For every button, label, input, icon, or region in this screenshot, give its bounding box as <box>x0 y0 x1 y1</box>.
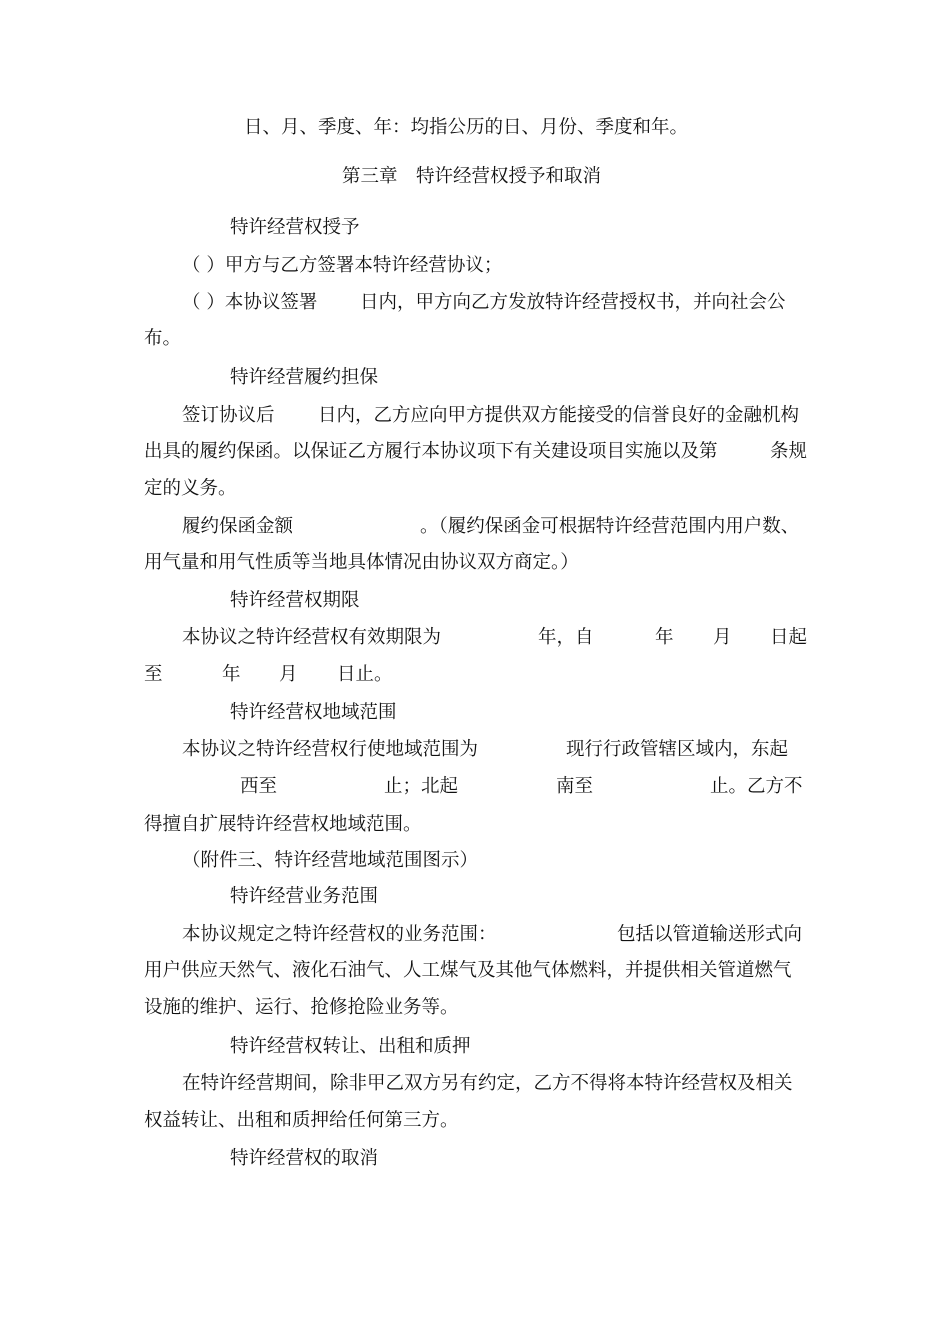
transfer-part-a: 在特许经营期间，除非甲乙双方另有约定，乙方不得将本特许经营权及相关 <box>182 1073 793 1094</box>
area-part-f: 止。乙方不 <box>710 776 803 797</box>
business-part-d: 设施的维护、运行、抢修抢险业务等。 <box>144 997 459 1018</box>
business-part-a: 本协议规定之特许经营权的业务范围： <box>182 924 497 945</box>
guarantee-p2-part-c: 用气量和用气性质等当地具体情况由协议双方商定。） <box>144 552 579 573</box>
area-part-d: 止；北起 <box>384 776 459 797</box>
business-part-c: 用户供应天然气、液化石油气、人工煤气及其他气体燃料，并提供相关管道燃气 <box>144 960 792 981</box>
guarantee-p1-part-c: 出具的履约保函。以保证乙方履行本协议项下有关建设项目实施以及第 <box>144 441 718 462</box>
guarantee-p1-part-a: 签订协议后 <box>182 405 275 426</box>
area-part-a: 本协议之特许经营权行使地域范围为 <box>182 739 479 760</box>
guarantee-p2-part-b: 。（履约保函金可根据特许经营范围内用户数、 <box>420 516 800 537</box>
grant-item-1: （ ）甲方与乙方签署本特许经营协议； <box>182 255 503 276</box>
term-part-i: 日止。 <box>337 664 393 685</box>
area-part-e: 南至 <box>556 776 594 797</box>
section-heading-area: 特许经营权地域范围 <box>230 702 397 723</box>
grant-item-2-part-b: 日内，甲方向乙方发放特许经营授权书，并向社会公 <box>360 292 786 313</box>
term-part-d: 月 <box>713 627 732 648</box>
section-heading-business: 特许经营业务范围 <box>230 886 379 907</box>
section-heading-grant: 特许经营权授予 <box>230 217 360 238</box>
business-part-b: 包括以管道输送形式向 <box>617 924 803 945</box>
term-part-f: 至 <box>144 664 163 685</box>
area-part-b: 现行行政管辖区域内，东起 <box>566 739 789 760</box>
guarantee-p1-part-e: 定的义务。 <box>144 478 237 499</box>
term-part-a: 本协议之特许经营权有效期限为 <box>182 627 442 648</box>
term-part-b: 年，自 <box>538 627 594 648</box>
section-heading-transfer: 特许经营权转让、出租和质押 <box>230 1036 471 1057</box>
term-part-c: 年 <box>655 627 674 648</box>
area-part-g: 得擅自扩展特许经营权地域范围。 <box>144 814 422 835</box>
term-part-g: 年 <box>222 664 241 685</box>
chapter-title: 第三章 特许经营权授予和取消 <box>342 166 602 187</box>
grant-item-2-part-c: 布。 <box>144 328 182 349</box>
grant-item-2-part-a: （ ）本协议签署 <box>182 292 318 313</box>
section-heading-cancel: 特许经营权的取消 <box>230 1148 379 1169</box>
transfer-part-b: 权益转让、出租和质押给任何第三方。 <box>144 1110 459 1131</box>
guarantee-p1-part-d: 条规 <box>770 441 808 462</box>
area-annex-note: （附件三、特许经营地域范围图示） <box>182 850 479 871</box>
term-part-e: 日起 <box>770 627 808 648</box>
guarantee-p2-part-a: 履约保函金额 <box>182 516 294 537</box>
section-heading-guarantee: 特许经营履约担保 <box>230 367 379 388</box>
section-heading-term: 特许经营权期限 <box>230 590 360 611</box>
guarantee-p1-part-b: 日内，乙方应向甲方提供双方能接受的信誉良好的金融机构 <box>318 405 800 426</box>
area-part-c: 西至 <box>240 776 278 797</box>
definition-line: 日、月、季度、年：均指公历的日、月份、季度和年。 <box>244 117 689 138</box>
term-part-h: 月 <box>279 664 298 685</box>
